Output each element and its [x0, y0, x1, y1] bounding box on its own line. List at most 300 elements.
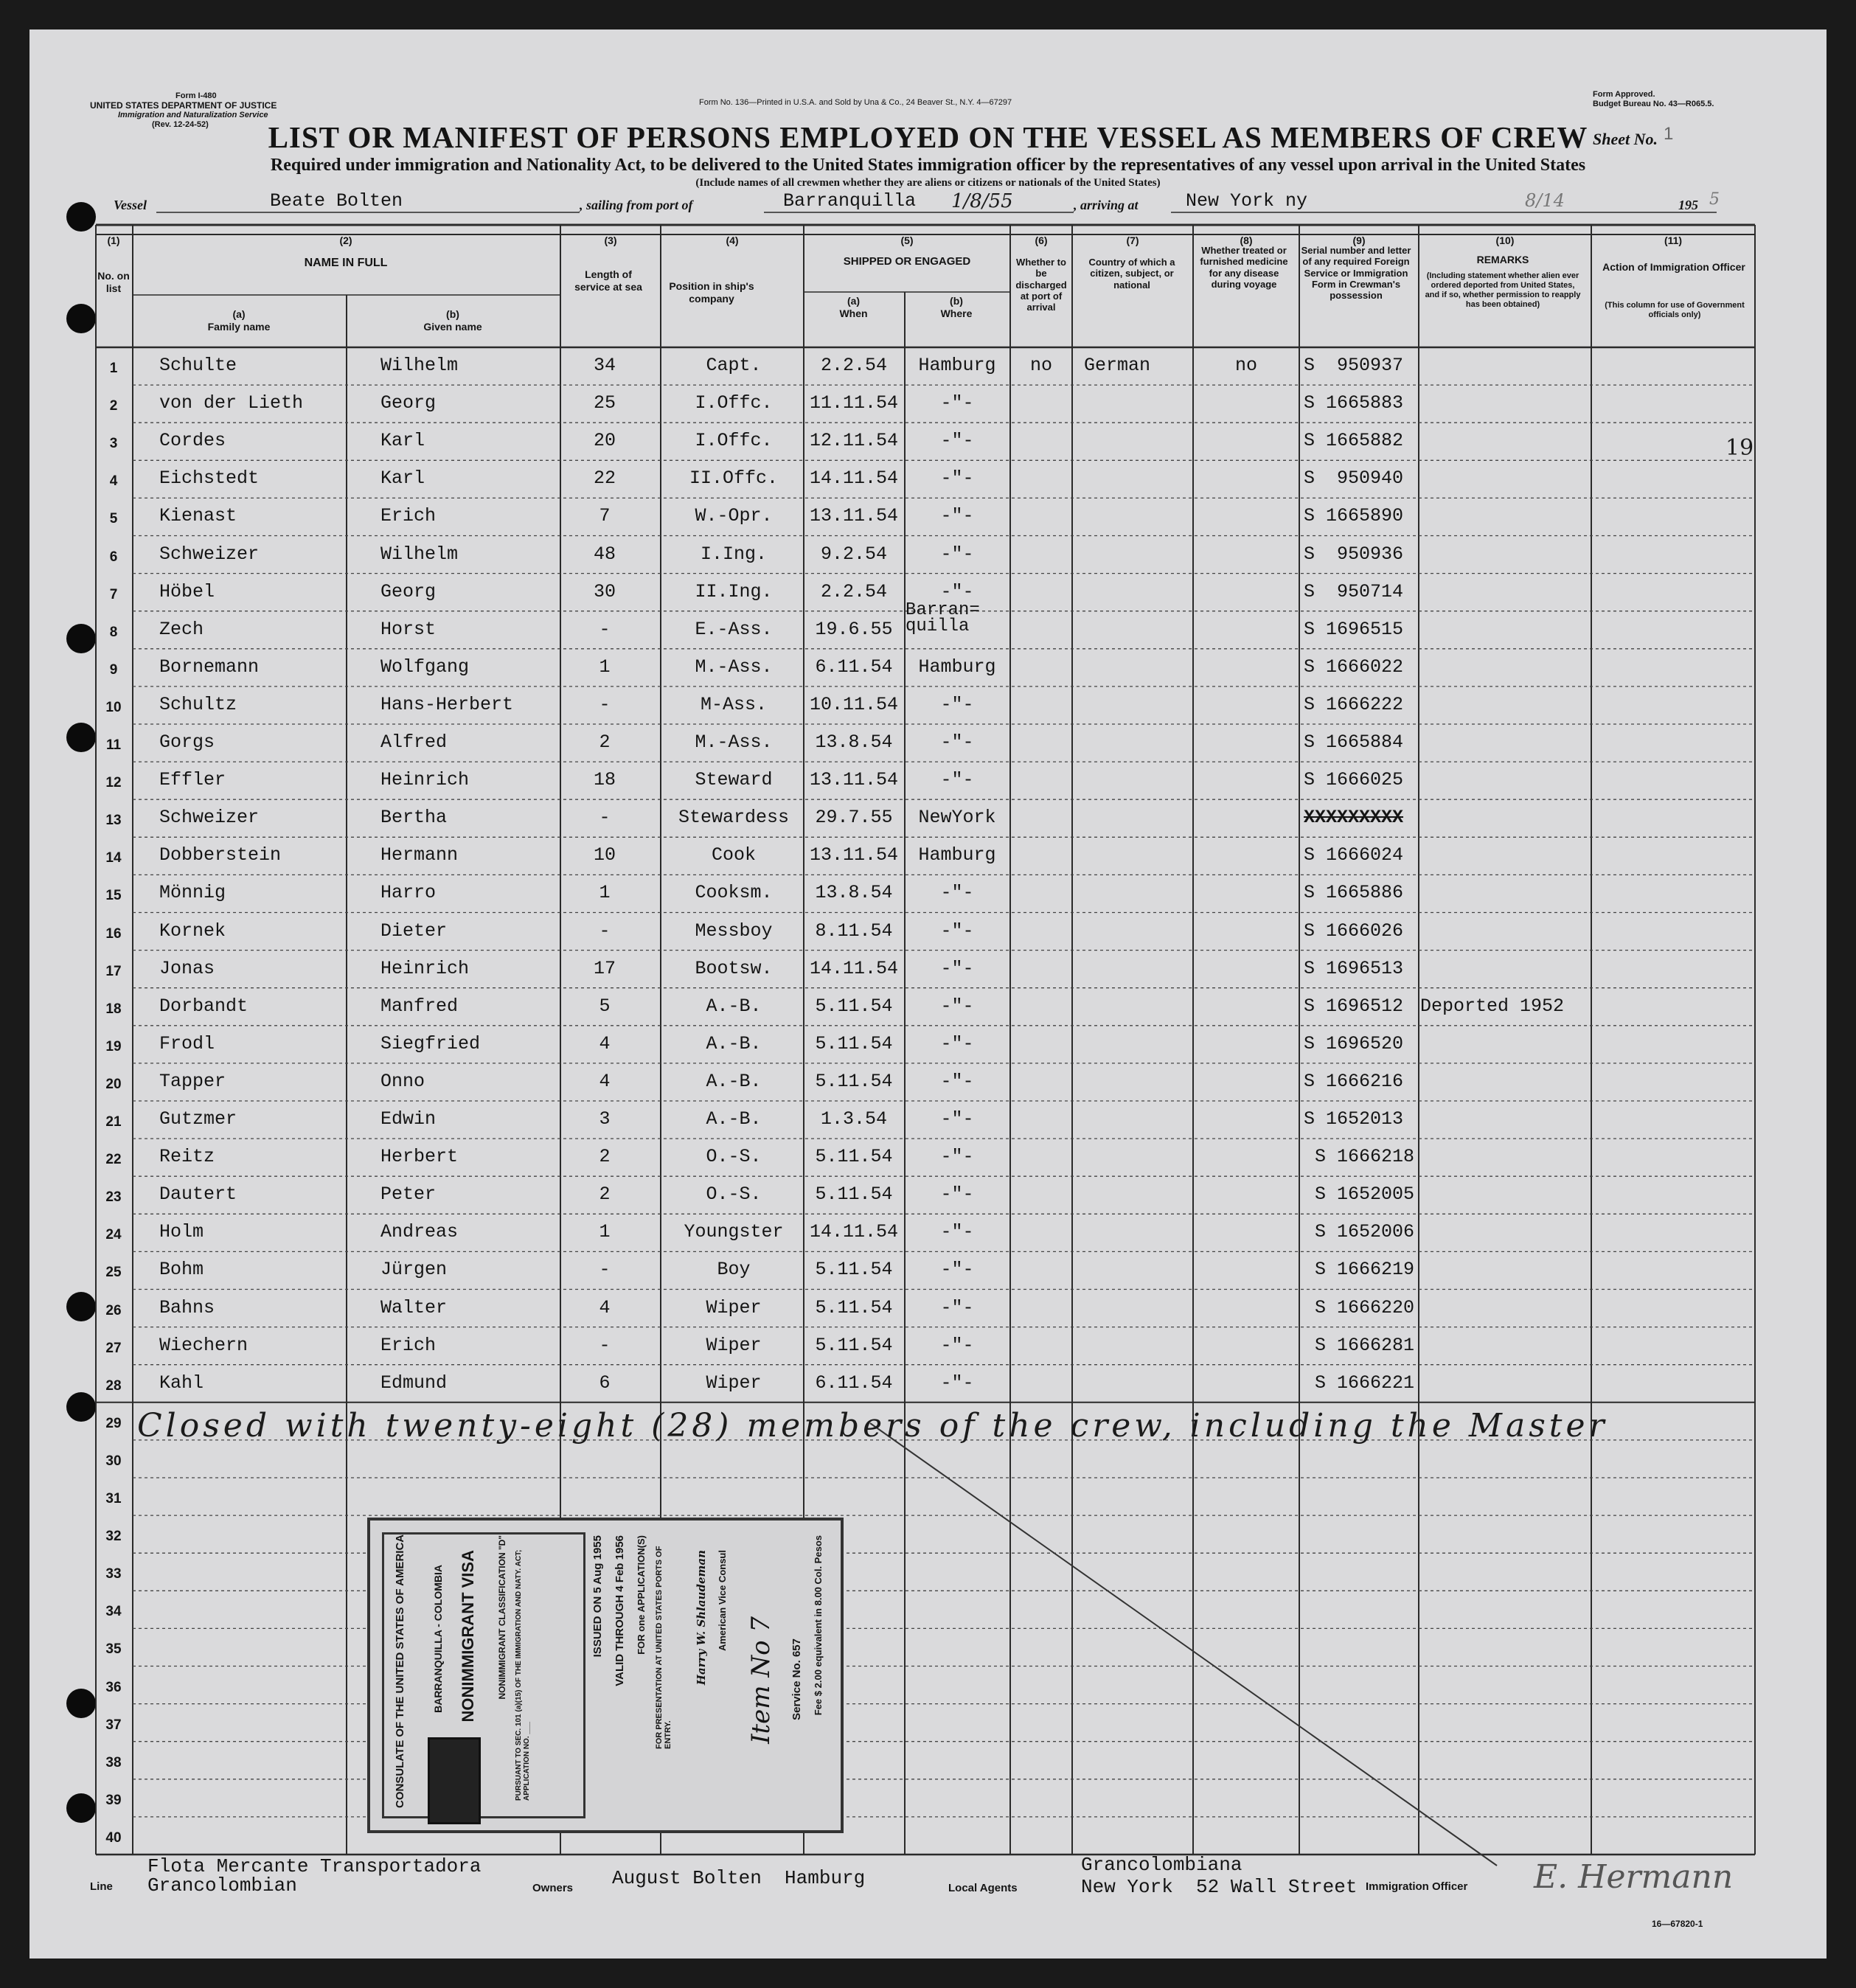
- row-number: 32: [105, 1529, 122, 1545]
- crew-given-name[interactable]: Karl: [380, 430, 425, 452]
- crew-shipped-when[interactable]: 10.11.54: [809, 693, 899, 715]
- crew-shipped-where[interactable]: -"-: [940, 995, 974, 1017]
- officer-signature: E. Hermann: [1534, 1858, 1734, 1896]
- crew-position[interactable]: O.-S.: [706, 1146, 762, 1168]
- row-number: 4: [109, 473, 118, 490]
- crew-position[interactable]: Wiper: [706, 1334, 762, 1356]
- crew-family-name[interactable]: Höbel: [159, 580, 215, 602]
- crew-family-name[interactable]: Wiechern: [159, 1334, 248, 1356]
- row-number: 7: [109, 586, 118, 602]
- crew-family-name[interactable]: von der Lieth: [159, 392, 304, 414]
- crew-position[interactable]: A.-B.: [706, 1032, 762, 1054]
- crew-shipped-when[interactable]: 5.11.54: [815, 1296, 893, 1318]
- crew-serial-number[interactable]: S 1665883: [1304, 392, 1404, 414]
- crew-given-name[interactable]: Bertha: [380, 807, 448, 829]
- row-number: 15: [105, 888, 122, 904]
- crew-shipped-when[interactable]: 2.2.54: [820, 580, 887, 602]
- crew-shipped-when[interactable]: 13.8.54: [815, 731, 893, 753]
- stamp-consulate: CONSULATE OF THE UNITED STATES OF AMERICA: [394, 1534, 406, 1808]
- crew-shipped-where[interactable]: -"-: [940, 1372, 974, 1394]
- crew-position[interactable]: M.-Ass.: [695, 656, 773, 678]
- crew-family-name[interactable]: Schultz: [159, 693, 237, 715]
- crew-position[interactable]: Youngster: [684, 1221, 784, 1243]
- crew-length-of-service[interactable]: 10: [593, 844, 616, 866]
- crew-position[interactable]: Wiper: [706, 1296, 762, 1318]
- crew-position[interactable]: II.Ing.: [695, 580, 773, 602]
- stamp-valid: VALID THROUGH 4 Feb 1956: [614, 1535, 626, 1686]
- crew-given-name[interactable]: Dieter: [380, 920, 448, 942]
- crew-shipped-when[interactable]: 13.11.54: [809, 769, 899, 791]
- crew-given-name[interactable]: Erich: [380, 1334, 437, 1356]
- row-number: 33: [105, 1566, 122, 1582]
- crew-length-of-service[interactable]: 30: [593, 580, 616, 602]
- crew-serial-number[interactable]: S 1696515: [1304, 618, 1404, 640]
- crew-length-of-service[interactable]: 34: [593, 355, 616, 376]
- crew-family-name[interactable]: Cordes: [159, 430, 226, 452]
- crew-shipped-where[interactable]: -"-: [940, 693, 974, 715]
- local-agents-value-2[interactable]: New York 52 Wall Street: [1081, 1876, 1358, 1898]
- crew-serial-number[interactable]: S 1696513: [1304, 957, 1404, 979]
- crew-shipped-when[interactable]: 5.11.54: [815, 1184, 893, 1206]
- crew-given-name[interactable]: Andreas: [380, 1221, 459, 1243]
- arriving-port[interactable]: New York ny: [1186, 190, 1308, 212]
- column-number: (3): [604, 234, 617, 246]
- crew-length-of-service[interactable]: 5: [599, 995, 611, 1017]
- column-number: (8): [1240, 234, 1253, 246]
- crew-length-of-service[interactable]: 17: [593, 957, 616, 979]
- row-number: 12: [105, 775, 122, 791]
- vessel-name[interactable]: Beate Bolten: [270, 190, 403, 212]
- crew-length-of-service[interactable]: -: [599, 920, 611, 942]
- row-number: 29: [105, 1415, 122, 1431]
- crew-shipped-when[interactable]: 8.11.54: [815, 920, 893, 942]
- crew-position[interactable]: A.-B.: [706, 1108, 762, 1130]
- crew-given-name[interactable]: Peter: [380, 1184, 437, 1206]
- crew-family-name[interactable]: Zech: [159, 618, 204, 640]
- crew-length-of-service[interactable]: 2: [599, 731, 611, 753]
- form-approved: Form Approved.: [1593, 90, 1655, 99]
- crew-shipped-when[interactable]: 29.7.55: [815, 807, 893, 829]
- crew-family-name[interactable]: Kahl: [159, 1372, 204, 1394]
- header-discharged: Whether to be discharged at port of arrival: [1015, 257, 1067, 313]
- crew-length-of-service[interactable]: 7: [599, 505, 611, 527]
- crew-position[interactable]: M-Ass.: [700, 693, 767, 715]
- crew-shipped-when[interactable]: 13.11.54: [809, 505, 899, 527]
- row-number: 9: [109, 661, 118, 678]
- crew-given-name[interactable]: Wolfgang: [380, 656, 470, 678]
- stamp-item-number: Item No 7: [746, 1616, 776, 1744]
- arriving-label: , arriving at: [1074, 198, 1139, 212]
- crew-shipped-when[interactable]: 19.6.55: [815, 618, 893, 640]
- crew-serial-number[interactable]: S 950940: [1304, 468, 1404, 490]
- row-number: 10: [105, 699, 122, 715]
- crew-shipped-when[interactable]: 5.11.54: [815, 1259, 893, 1281]
- crew-serial-number[interactable]: S 1665884: [1304, 731, 1404, 753]
- crew-position[interactable]: Cook: [711, 844, 756, 866]
- local-agents-value-1[interactable]: Grancolombiana: [1081, 1854, 1242, 1876]
- header-where: (b) Where: [940, 295, 973, 319]
- stamp-consul-name: Harry W. Shlaudeman: [695, 1550, 708, 1686]
- crew-family-name[interactable]: Effler: [159, 769, 226, 791]
- sailing-date[interactable]: 1/8/55: [951, 190, 1013, 212]
- row-number: 35: [105, 1641, 122, 1658]
- crew-given-name[interactable]: Wilhelm: [380, 543, 459, 565]
- crew-shipped-when[interactable]: 5.11.54: [815, 995, 893, 1017]
- crew-shipped-where[interactable]: -"-: [940, 769, 974, 791]
- crew-serial-number[interactable]: S 1652006: [1304, 1221, 1415, 1243]
- crew-country[interactable]: German: [1084, 355, 1151, 376]
- crew-family-name[interactable]: Bornemann: [159, 656, 260, 678]
- column-number: (4): [726, 234, 739, 246]
- crew-shipped-where[interactable]: -"-: [940, 430, 974, 452]
- crew-length-of-service[interactable]: 6: [599, 1372, 611, 1394]
- crew-given-name[interactable]: Georg: [380, 580, 437, 602]
- year-suffix[interactable]: 5: [1709, 190, 1720, 209]
- crew-shipped-where[interactable]: -"-: [940, 1070, 974, 1092]
- crew-serial-number[interactable]: XXXXXXXXX: [1304, 807, 1404, 829]
- include-note: (Include names of all crewmen whether they are aliens or citizens or nationals of the United States): [695, 177, 1161, 189]
- crew-serial-number[interactable]: S 1666218: [1304, 1146, 1415, 1168]
- column-number: (7): [1126, 234, 1139, 246]
- crew-serial-number[interactable]: S 1652013: [1304, 1108, 1404, 1130]
- crew-shipped-where[interactable]: -"-: [940, 1032, 974, 1054]
- row-number: 28: [105, 1377, 122, 1394]
- line-label: Line: [90, 1880, 113, 1893]
- printer-line: Form No. 136—Printed in U.S.A. and Sold by Una & Co., 24 Beaver St., N.Y. 4—67297: [699, 98, 1012, 107]
- crew-given-name[interactable]: Edmund: [380, 1372, 448, 1394]
- row-number: 37: [105, 1717, 122, 1733]
- crew-serial-number[interactable]: S 950936: [1304, 543, 1404, 565]
- crew-length-of-service[interactable]: 22: [593, 468, 616, 490]
- header-action: Action of Immigration Officer: [1602, 261, 1745, 273]
- crew-shipped-where[interactable]: Hamburg: [918, 844, 996, 866]
- row-number: 40: [105, 1829, 122, 1846]
- stamp-service-number: Service No. 657: [790, 1638, 803, 1720]
- crew-shipped-where[interactable]: -"-: [940, 882, 974, 904]
- crew-given-name[interactable]: Edwin: [380, 1108, 437, 1130]
- crew-length-of-service[interactable]: 1: [599, 656, 611, 678]
- crew-medicine[interactable]: no: [1234, 355, 1257, 376]
- crew-given-name[interactable]: Siegfried: [380, 1032, 481, 1054]
- row-number: 21: [105, 1114, 122, 1130]
- crew-length-of-service[interactable]: 4: [599, 1070, 611, 1092]
- service: Immigration and Naturalization Service: [118, 111, 268, 119]
- page-title: LIST OR MANIFEST OF PERSONS EMPLOYED ON THE VESSEL AS MEMBERS OF CREW: [268, 120, 1588, 154]
- column-number: (2): [339, 234, 352, 246]
- crew-serial-number[interactable]: S 1666026: [1304, 920, 1404, 942]
- crew-position[interactable]: Cooksm.: [695, 882, 773, 904]
- crew-serial-number[interactable]: S 950714: [1304, 580, 1404, 602]
- row-number: 25: [105, 1265, 122, 1281]
- stamp-pursuant: PURSUANT TO SEC. 101 (a)(15) OF THE IMMIGRATION AND NATY. ACT; APPLICATION NO. ___: [515, 1549, 531, 1801]
- crew-given-name[interactable]: Jürgen: [380, 1259, 448, 1281]
- row-number: 39: [105, 1792, 122, 1808]
- crew-shipped-where[interactable]: -"-: [940, 580, 974, 602]
- crew-given-name[interactable]: Manfred: [380, 995, 459, 1017]
- crew-shipped-when[interactable]: 13.8.54: [815, 882, 893, 904]
- crew-given-name[interactable]: Heinrich: [380, 957, 470, 979]
- crew-position[interactable]: O.-S.: [706, 1184, 762, 1206]
- crew-position[interactable]: Messboy: [695, 920, 773, 942]
- crew-length-of-service[interactable]: 1: [599, 882, 611, 904]
- crew-family-name[interactable]: Eichstedt: [159, 468, 260, 490]
- crew-shipped-when[interactable]: 6.11.54: [815, 656, 893, 678]
- header-country: Country of which a citizen, subject, or national: [1088, 257, 1175, 291]
- immigration-officer-label: Immigration Officer: [1366, 1880, 1468, 1893]
- column-number: (1): [107, 234, 120, 246]
- crew-family-name[interactable]: Reitz: [159, 1146, 215, 1168]
- header-position: Position in ship's company: [669, 280, 754, 305]
- crew-length-of-service[interactable]: -: [599, 1334, 611, 1356]
- crew-length-of-service[interactable]: -: [599, 807, 611, 829]
- crew-shipped-where[interactable]: -"-: [940, 1221, 974, 1243]
- crew-position[interactable]: Stewardess: [678, 807, 790, 829]
- crew-given-name[interactable]: Harro: [380, 882, 437, 904]
- crew-given-name[interactable]: Herbert: [380, 1146, 459, 1168]
- crew-shipped-when[interactable]: 13.11.54: [809, 844, 899, 866]
- crew-given-name[interactable]: Horst: [380, 618, 437, 640]
- crew-shipped-where[interactable]: -"-: [940, 957, 974, 979]
- row-number: 2: [109, 398, 118, 414]
- crew-position[interactable]: I.Offc.: [695, 430, 773, 452]
- crew-given-name[interactable]: Wilhelm: [380, 355, 459, 376]
- crew-position[interactable]: Wiper: [706, 1372, 762, 1394]
- crew-shipped-when[interactable]: 5.11.54: [815, 1032, 893, 1054]
- crew-family-name[interactable]: Tapper: [159, 1070, 226, 1092]
- crew-position[interactable]: E.-Ass.: [695, 618, 773, 640]
- crew-serial-number[interactable]: S 1666025: [1304, 769, 1404, 791]
- sheet-label: Sheet No.: [1593, 130, 1658, 148]
- crew-position[interactable]: M.-Ass.: [695, 731, 773, 753]
- sheet-number[interactable]: 1: [1664, 124, 1674, 144]
- stamp-visa-type: NONIMMIGRANT VISA: [459, 1550, 477, 1723]
- crew-position[interactable]: Boy: [717, 1259, 751, 1281]
- crew-discharged[interactable]: no: [1029, 355, 1052, 376]
- row-number: 8: [109, 624, 118, 640]
- row-number: 17: [105, 963, 122, 979]
- crew-family-name[interactable]: Schulte: [159, 355, 237, 376]
- header-family-name: (a) Family name: [207, 308, 271, 333]
- crew-given-name[interactable]: Walter: [380, 1296, 448, 1318]
- crew-position[interactable]: A.-B.: [706, 995, 762, 1017]
- crew-length-of-service[interactable]: 48: [593, 543, 616, 565]
- crew-length-of-service[interactable]: -: [599, 1259, 611, 1281]
- crew-shipped-where[interactable]: -"-: [940, 392, 974, 414]
- crew-serial-number[interactable]: S 1666022: [1304, 656, 1404, 678]
- crew-family-name[interactable]: Bohm: [159, 1259, 204, 1281]
- crew-family-name[interactable]: Bahns: [159, 1296, 215, 1318]
- header-no-on-list: No. on list: [97, 270, 133, 294]
- crew-length-of-service[interactable]: 3: [599, 1108, 611, 1130]
- crew-shipped-when[interactable]: 5.11.54: [815, 1146, 893, 1168]
- crew-serial-number[interactable]: S 1666024: [1304, 844, 1404, 866]
- crew-given-name[interactable]: Karl: [380, 468, 425, 490]
- row-number: 34: [105, 1604, 122, 1620]
- crew-family-name[interactable]: Gutzmer: [159, 1108, 237, 1130]
- row-number: 5: [109, 511, 118, 527]
- column-number: (9): [1352, 234, 1366, 246]
- crew-shipped-when[interactable]: 12.11.54: [809, 430, 899, 452]
- crew-shipped-where[interactable]: Hamburg: [918, 656, 996, 678]
- crew-remarks[interactable]: Deported 1952: [1420, 995, 1565, 1017]
- crew-serial-number[interactable]: S 1666221: [1304, 1372, 1415, 1394]
- crew-position[interactable]: W.-Opr.: [695, 505, 773, 527]
- crew-shipped-where[interactable]: -"-: [940, 731, 974, 753]
- crew-length-of-service[interactable]: 1: [599, 1221, 611, 1243]
- crew-position[interactable]: I.Offc.: [695, 392, 773, 414]
- row3-annotation: 19: [1725, 435, 1754, 461]
- owners-value[interactable]: August Bolten Hamburg: [612, 1867, 866, 1889]
- header-remarks-note: (Including statement whether alien ever ordered deported from United States, and if so, whether permission to reapply has been obtained): [1425, 271, 1581, 309]
- row-number: 19: [105, 1038, 122, 1054]
- header-given-name: (b) Given name: [423, 308, 482, 333]
- crew-serial-number[interactable]: S 950937: [1304, 355, 1404, 376]
- row-number: 13: [105, 813, 122, 829]
- row-number: 20: [105, 1076, 122, 1092]
- row-number: 22: [105, 1152, 122, 1168]
- crew-length-of-service[interactable]: 2: [599, 1146, 611, 1168]
- crew-serial-number[interactable]: S 1665890: [1304, 505, 1404, 527]
- crew-shipped-when[interactable]: 11.11.54: [809, 392, 899, 414]
- revision: (Rev. 12-24-52): [152, 120, 209, 129]
- crew-given-name[interactable]: Hans-Herbert: [380, 693, 514, 715]
- row-number: 18: [105, 1001, 122, 1017]
- crew-shipped-when[interactable]: 14.11.54: [809, 1221, 899, 1243]
- row-number: 38: [105, 1754, 122, 1770]
- crew-shipped-where[interactable]: -"-: [940, 920, 974, 942]
- crew-shipped-where[interactable]: -"-: [940, 1296, 974, 1318]
- row-number: 16: [105, 925, 122, 942]
- header-name-in-full: NAME IN FULL: [304, 257, 388, 269]
- crew-position[interactable]: Capt.: [706, 355, 762, 376]
- row-number: 24: [105, 1227, 122, 1243]
- crew-serial-number[interactable]: S 1666216: [1304, 1070, 1404, 1092]
- stamp-classification: NONIMMIGRANT CLASSIFICATION "D": [497, 1535, 507, 1700]
- crew-shipped-where[interactable]: -"-: [940, 543, 974, 565]
- crew-serial-number[interactable]: S 1696520: [1304, 1032, 1404, 1054]
- vessel-label: Vessel: [114, 198, 147, 212]
- crew-shipped-when[interactable]: 14.11.54: [809, 957, 899, 979]
- crew-length-of-service[interactable]: -: [599, 618, 611, 640]
- crew-shipped-when[interactable]: 1.3.54: [820, 1108, 887, 1130]
- crew-shipped-where[interactable]: -"-: [940, 1334, 974, 1356]
- crew-family-name[interactable]: Jonas: [159, 957, 215, 979]
- crew-given-name[interactable]: Georg: [380, 392, 437, 414]
- crew-family-name[interactable]: Dobberstein: [159, 844, 282, 866]
- crew-shipped-where[interactable]: -"-: [940, 1259, 974, 1281]
- stamp-city: BARRANQUILLA - COLOMBIA: [432, 1565, 444, 1713]
- crew-given-name[interactable]: Heinrich: [380, 769, 470, 791]
- crew-given-name[interactable]: Hermann: [380, 844, 459, 866]
- crew-serial-number[interactable]: S 1665882: [1304, 430, 1404, 452]
- row-number: 23: [105, 1189, 122, 1206]
- fee-stamp: [428, 1737, 481, 1824]
- stamp-consul-title: American Vice Consul: [717, 1550, 728, 1652]
- sailing-port[interactable]: Barranquilla: [783, 190, 917, 212]
- grid-line: [870, 1423, 1497, 1866]
- crew-serial-number[interactable]: S 1665886: [1304, 882, 1404, 904]
- budget-number: Budget Bureau No. 43—R065.5.: [1593, 100, 1714, 108]
- line-value-2[interactable]: Grancolombian: [147, 1874, 297, 1897]
- crew-length-of-service[interactable]: 20: [593, 430, 616, 452]
- crew-family-name[interactable]: Mönnig: [159, 882, 226, 904]
- crew-shipped-where[interactable]: NewYork: [918, 807, 996, 829]
- crew-shipped-when[interactable]: 14.11.54: [809, 468, 899, 490]
- crew-length-of-service[interactable]: 4: [599, 1032, 611, 1054]
- form-code: 16—67820-1: [1652, 1919, 1703, 1929]
- crew-family-name[interactable]: Gorgs: [159, 731, 215, 753]
- crew-shipped-where[interactable]: -"-: [940, 1146, 974, 1168]
- page-subtitle: Required under immigration and Nationality Act, to be delivered to the United States immigration officer by the representatives of any vessel upon arrival in the United States: [270, 156, 1586, 175]
- crew-position[interactable]: Bootsw.: [695, 957, 773, 979]
- crew-length-of-service[interactable]: 2: [599, 1184, 611, 1206]
- crew-serial-number[interactable]: S 1666222: [1304, 693, 1404, 715]
- crew-serial-number[interactable]: S 1666219: [1304, 1259, 1415, 1281]
- crew-position[interactable]: A.-B.: [706, 1070, 762, 1092]
- row-number: 26: [105, 1302, 122, 1318]
- column-number: (10): [1495, 234, 1515, 246]
- arriving-date[interactable]: 8/14: [1525, 190, 1565, 211]
- crew-shipped-where[interactable]: -"-: [940, 1184, 974, 1206]
- sailing-label: , sailing from port of: [580, 198, 693, 212]
- crew-length-of-service[interactable]: 4: [599, 1296, 611, 1318]
- closing-note: Closed with twenty-eight (28) members of the crew, including the Master: [137, 1407, 1608, 1445]
- crew-family-name[interactable]: Schweizer: [159, 807, 260, 829]
- line-value-1[interactable]: Flota Mercante Transportadora: [147, 1855, 482, 1877]
- crew-serial-number[interactable]: S 1652005: [1304, 1184, 1415, 1206]
- crew-length-of-service[interactable]: 18: [593, 769, 616, 791]
- crew-shipped-where[interactable]: Hamburg: [918, 355, 996, 376]
- crew-position[interactable]: I.Ing.: [700, 543, 767, 565]
- crew-shipped-where[interactable]: -"-: [940, 1108, 974, 1130]
- crew-given-name[interactable]: Erich: [380, 505, 437, 527]
- crew-family-name[interactable]: Kornek: [159, 920, 226, 942]
- crew-serial-number[interactable]: S 1666281: [1304, 1334, 1415, 1356]
- header-length-of-service: Length of service at sea: [574, 268, 642, 293]
- crew-family-name[interactable]: Holm: [159, 1221, 204, 1243]
- year-label: 195: [1678, 198, 1698, 212]
- crew-shipped-when[interactable]: 5.11.54: [815, 1070, 893, 1092]
- row-number: 14: [105, 850, 122, 866]
- crew-shipped-where[interactable]: Barran= quilla: [906, 599, 980, 636]
- crew-shipped-where[interactable]: -"-: [940, 505, 974, 527]
- crew-family-name[interactable]: Schweizer: [159, 543, 260, 565]
- crew-shipped-when[interactable]: 2.2.54: [820, 355, 887, 376]
- crew-shipped-when[interactable]: 9.2.54: [820, 543, 887, 565]
- stamp-issued: ISSUED ON 5 Aug 1955: [591, 1535, 604, 1658]
- crew-position[interactable]: II.Offc.: [689, 468, 779, 490]
- header-remarks: REMARKS: [1476, 254, 1529, 265]
- crew-family-name[interactable]: Frodl: [159, 1032, 215, 1054]
- crew-shipped-where[interactable]: -"-: [940, 468, 974, 490]
- crew-serial-number[interactable]: S 1666220: [1304, 1296, 1415, 1318]
- crew-length-of-service[interactable]: 25: [593, 392, 616, 414]
- crew-given-name[interactable]: Onno: [380, 1070, 425, 1092]
- crew-shipped-when[interactable]: 5.11.54: [815, 1334, 893, 1356]
- crew-family-name[interactable]: Kienast: [159, 505, 237, 527]
- crew-serial-number[interactable]: S 1696512: [1304, 995, 1404, 1017]
- crew-length-of-service[interactable]: -: [599, 693, 611, 715]
- local-agents-label: Local Agents: [948, 1882, 1018, 1894]
- crew-position[interactable]: Steward: [695, 769, 773, 791]
- column-number: (6): [1035, 234, 1048, 246]
- header-action-note: (This column for use of Government officials only): [1605, 301, 1745, 319]
- crew-family-name[interactable]: Dautert: [159, 1184, 237, 1206]
- crew-given-name[interactable]: Alfred: [380, 731, 448, 753]
- row-number: 3: [109, 436, 118, 452]
- crew-family-name[interactable]: Dorbandt: [159, 995, 248, 1017]
- crew-shipped-when[interactable]: 6.11.54: [815, 1372, 893, 1394]
